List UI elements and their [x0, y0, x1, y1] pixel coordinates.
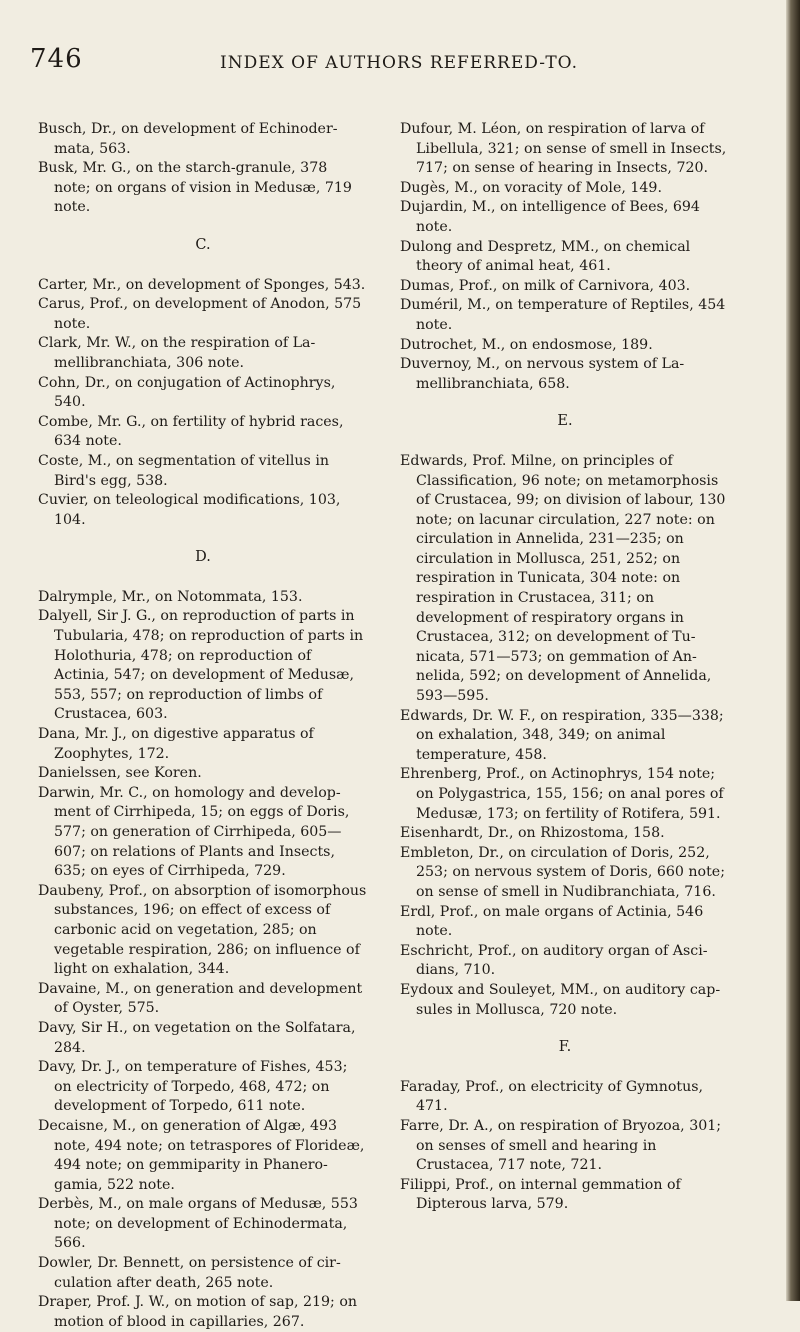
index-entry: Cohn, Dr., on conjugation of Actinophrys, 540.	[38, 374, 336, 411]
section-letter: C.	[195, 236, 211, 253]
page-number: 746	[30, 44, 83, 74]
index-entry: Decaisne, M., on generation of Algæ, 493 note, 494 note; on tetraspores of Florideæ, 494 note; on gemmiparity in Phanerogamia, 522 note.	[38, 1117, 365, 1193]
index-entry: Dufour, M. Léon, on respiration of larva of Libellula, 321; on sense of smell in Insects, 717; on sense of hearing in Insects, 720.	[400, 121, 727, 177]
index-entry: Carter, Mr., on development of Sponges, 543.	[38, 276, 366, 293]
index-entry: Edwards, Prof. Milne, on principles of Classification, 96 note; on metamorphosis of Crustacea, 99; on division of labour, 130 note; on lacunar circulation, 227 note: on circulation in Annelida, 231—235; on circulation in Mollusca, 251, 252; on respiration in Tunicata, 304 note: on respiration in Crustacea, 311; on development of respiratory organs in Crustacea, 312; on development of Tunicata, 571—573; on gemmation of Annelida, 592; on development of Annelida, 593—595.	[400, 452, 726, 705]
index-entry: Coste, M., on segmentation of vitellus in Bird's egg, 538.	[38, 452, 330, 489]
index-entry: Farre, Dr. A., on respiration of Bryozoa, 301; on senses of smell and hearing in Crustacea, 717 note, 721.	[400, 1117, 722, 1174]
left-column	[38, 120, 368, 1332]
index-entry: Dulong and Despretz, MM., on chemical theory of animal heat, 461.	[400, 238, 691, 275]
index-entry: Dujardin, M., on intelligence of Bees, 694 note.	[400, 199, 700, 235]
section-letter: E.	[557, 413, 573, 430]
index-entry: Dalyell, Sir J. G., on reproduction of parts in Tubularia, 478; on reproduction of parts in Holothuria, 478; on reproduction of Actinia, 547; on development of Medusæ, 553, 557; on reproduction of limbs of Crustacea, 603.	[38, 608, 364, 723]
index-entry: Busch, Dr., on development of Echinodermata, 563.	[38, 121, 338, 157]
index-entry: Eschricht, Prof., on auditory organ of Ascidians, 710.	[400, 942, 708, 979]
index-entry: Cuvier, on teleological modifications, 103, 104.	[38, 492, 341, 528]
index-entry: Dumas, Prof., on milk of Carnivora, 403.	[400, 277, 691, 294]
index-entry: Clark, Mr. W., on the respiration of Lamellibranchiata, 306 note.	[38, 335, 316, 371]
index-entry: Combe, Mr. G., on fertility of hybrid races, 634 note.	[38, 413, 344, 450]
index-entry: Derbès, M., on male organs of Medusæ, 553 note; on development of Echinodermata, 566.	[38, 1196, 358, 1252]
index-entry: Dowler, Dr. Bennett, on persistence of circulation after death, 265 note.	[38, 1255, 341, 1291]
index-entry: Embleton, Dr., on circulation of Doris, 252, 253; on nervous system of Doris, 660 note; on sense of smell in Nudibranchiata, 716.	[400, 844, 725, 900]
section-letter: D.	[195, 549, 211, 566]
index-entry: Davy, Sir H., on vegetation on the Solfatara, 284.	[38, 1019, 356, 1056]
index-entry: Duméril, M., on temperature of Reptiles, 454 note.	[400, 297, 726, 333]
running-head: INDEX OF AUTHORS REFERRED-TO.	[220, 53, 579, 73]
index-entry: Ehrenberg, Prof., on Actinophrys, 154 note; on Polygastrica, 155, 156; on anal pores of Medusæ, 173; on fertility of Rotifera, 591.	[400, 766, 724, 822]
index-entry: Dalrymple, Mr., on Notommata, 153.	[38, 588, 303, 605]
index-entry: Dutrochet, M., on endosmose, 189.	[400, 336, 653, 353]
index-entry: Erdl, Prof., on male organs of Actinia, 546 note.	[400, 903, 704, 940]
index-entry: Dana, Mr. J., on digestive apparatus of Zoophytes, 172.	[38, 726, 314, 762]
index-entry: Daubeny, Prof., on absorption of isomorphous substances, 196; on effect of excess of carbonic acid on vegetation, 285; on vegetable respiration, 286; on influence of light on exhalation, 344.	[38, 882, 367, 978]
index-entry: Draper, Prof. J. W., on motion of sap, 219; on motion of blood in capillaries, 267.	[38, 1294, 358, 1330]
page-edge-shadow	[786, 0, 800, 1301]
section-letter: F.	[558, 1039, 572, 1056]
index-entry: Eisenhardt, Dr., on Rhizostoma, 158.	[400, 825, 665, 842]
index-entry: Edwards, Dr. W. F., on respiration, 335—338; on exhalation, 348, 349; on animal temperature, 458.	[400, 707, 724, 763]
index-entry: Faraday, Prof., on electricity of Gymnotus, 471.	[400, 1078, 704, 1115]
index-entry: Davy, Dr. J., on temperature of Fishes, 453; on electricity of Torpedo, 468, 472; on development of Torpedo, 611 note.	[38, 1059, 348, 1115]
right-column	[400, 120, 730, 1215]
index-entry: Davaine, M., on generation and development of Oyster, 575.	[38, 980, 363, 1017]
index-entry: Filippi, Prof., on internal gemmation of Dipterous larva, 579.	[400, 1176, 681, 1213]
index-entry: Danielssen, see Koren.	[38, 765, 202, 782]
index-entry: Busk, Mr. G., on the starch-granule, 378 note; on organs of vision in Medusæ, 719 note.	[38, 160, 352, 216]
index-entry: Dugès, M., on voracity of Mole, 149.	[400, 179, 662, 196]
index-entry: Duvernoy, M., on nervous system of Lamellibranchiata, 658.	[400, 356, 685, 392]
index-entry: Carus, Prof., on development of Anodon, 575 note.	[38, 296, 362, 332]
index-entry: Eydoux and Souleyet, MM., on auditory capsules in Mollusca, 720 note.	[400, 981, 721, 1018]
index-entry: Darwin, Mr. C., on homology and development of Cirrhipeda, 15; on eggs of Doris, 577; on generation of Cirrhipeda, 605—607; on relations of Plants and Insects, 635; on eyes of Cirrhipeda, 729.	[38, 784, 350, 880]
